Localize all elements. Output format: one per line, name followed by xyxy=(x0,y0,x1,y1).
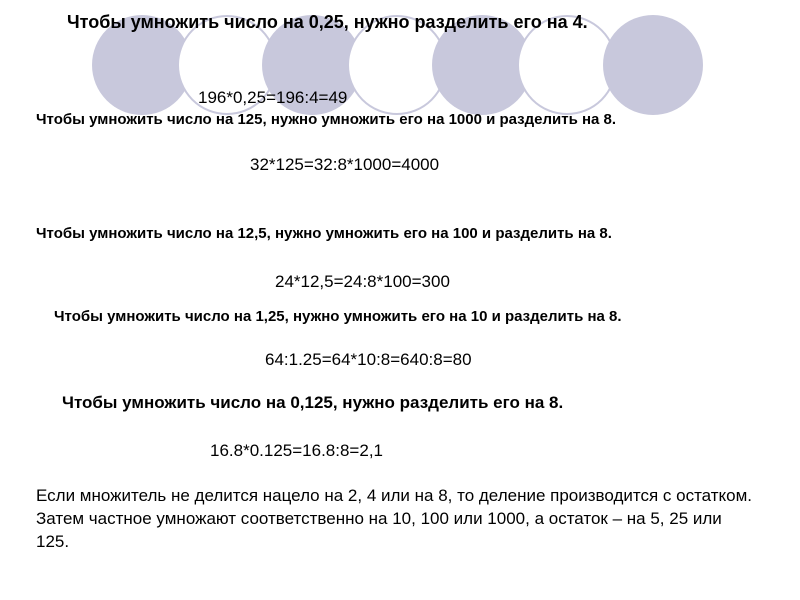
remainder-note: Если множитель не делится нацело на 2, 4 или на 8, то деление производится с остатком. Затем частное умножают соответственно на 10, 100 или 1000, а остаток – на 5, 25 или 125. xyxy=(36,486,753,551)
rule-1-25: Чтобы умножить число на 1,25, нужно умножить его на 10 и разделить на 8. xyxy=(54,308,622,325)
example-125: 32*125=32:8*1000=4000 xyxy=(250,155,440,174)
example-12-5: 24*12,5=24:8*100=300 xyxy=(275,272,450,291)
example-0-125: 16.8*0.125=16.8:8=2,1 xyxy=(210,441,383,460)
rule-12-5: Чтобы умножить число на 12,5, нужно умножить его на 100 и разделить на 8. xyxy=(36,225,612,242)
rule-0-125: Чтобы умножить число на 0,125, нужно разделить его на 8. xyxy=(62,393,564,412)
rule-0-25: Чтобы умножить число на 0,25, нужно разделить его на 4. xyxy=(67,12,588,32)
example-0-25: 196*0,25=196:4=49 xyxy=(198,88,348,107)
example-1-25: 64:1.25=64*10:8=640:8=80 xyxy=(265,350,472,369)
rule-125: Чтобы умножить число на 125, нужно умножить его на 1000 и разделить на 8. xyxy=(36,111,617,128)
